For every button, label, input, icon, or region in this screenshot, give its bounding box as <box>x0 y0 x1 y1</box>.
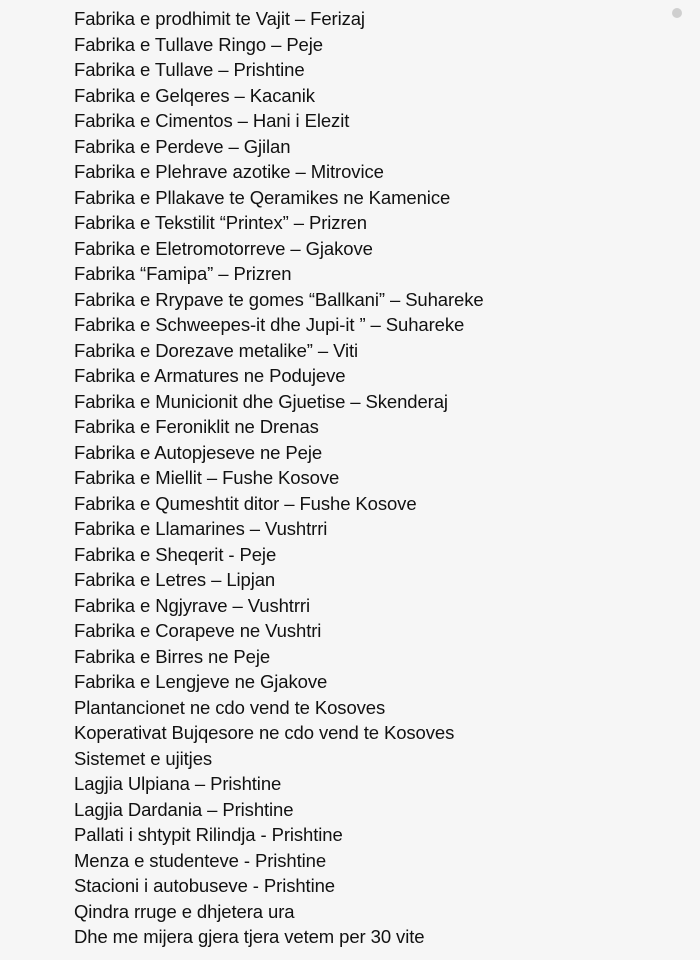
list-item: Fabrika e Miellit – Fushe Kosove <box>74 467 340 488</box>
list-item: Fabrika e Municionit dhe Gjuetise – Skenderaj <box>74 390 448 412</box>
list-item: Pallati i shtypit Rilindja - Prishtine <box>74 824 343 845</box>
list-item: Fabrika e Dorezave metalike” – Viti <box>74 339 359 361</box>
list-item: Fabrika e Llamarines – Vushtrri <box>74 518 328 539</box>
list-item: Fabrika e Tullave Ringo – Peje <box>74 33 323 55</box>
list-item: Fabrika e Rrypave te gomes “Ballkani” – Suhareke <box>74 288 484 310</box>
list-item: Plantancionet ne cdo vend te Kosoves <box>74 696 386 718</box>
list-item: Fabrika e Tekstilit “Printex” – Prizren <box>74 212 367 233</box>
list-item: Fabrika e Ngjyrave – Vushtrri <box>74 594 310 616</box>
list-item: Fabrika e Birres ne Peje <box>74 645 271 667</box>
list-item: Fabrika e Qumeshtit ditor – Fushe Kosove <box>74 492 417 514</box>
list-item: Lagjia Ulpiana – Prishtine <box>74 773 282 794</box>
list-item: Fabrika e Cimentos – Hani i Elezit <box>74 110 350 131</box>
list-item: Fabrika e Lengjeve ne Gjakove <box>74 671 328 692</box>
list-item: Fabrika “Famipa” – Prizren <box>74 263 292 284</box>
list-item: Fabrika e Armatures ne Podujeve <box>74 365 346 386</box>
corner-dot-icon <box>672 8 682 18</box>
factory-list <box>74 6 484 950</box>
list-item: Menza e studenteve - Prishtine <box>74 849 327 871</box>
list-item: Fabrika e Perdeve – Gjilan <box>74 135 291 157</box>
list-item: Fabrika e Autopjeseve ne Peje <box>74 441 323 463</box>
list-item: Fabrika e Schweepes-it dhe Jupi-it ” – Suhareke <box>74 314 465 335</box>
list-item: Fabrika e prodhimit te Vajit – Ferizaj <box>74 8 365 29</box>
list-item: Dhe me mijera gjera tjera vetem per 30 vite <box>74 926 425 947</box>
list-item: Fabrika e Corapeve ne Vushtri <box>74 620 322 641</box>
list-item: Qindra rruge e dhjetera ura <box>74 900 295 922</box>
list-item: Lagjia Dardania – Prishtine <box>74 798 294 820</box>
list-item: Sistemet e ujitjes <box>74 747 213 769</box>
list-item: Fabrika e Feroniklit ne Drenas <box>74 416 319 437</box>
list-item: Fabrika e Gelqeres – Kacanik <box>74 84 315 106</box>
list-item: Fabrika e Eletromotorreve – Gjakove <box>74 237 373 259</box>
list-item: Koperativat Bujqesore ne cdo vend te Kosoves <box>74 722 455 743</box>
list-item: Fabrika e Pllakave te Qeramikes ne Kamenice <box>74 186 451 208</box>
list-item: Fabrika e Sheqerit - Peje <box>74 543 277 565</box>
list-item: Fabrika e Letres – Lipjan <box>74 569 276 590</box>
list-item: Stacioni i autobuseve - Prishtine <box>74 875 335 896</box>
list-item: Fabrika e Plehrave azotike – Mitrovice <box>74 161 384 182</box>
list-item: Fabrika e Tullave – Prishtine <box>74 59 305 80</box>
